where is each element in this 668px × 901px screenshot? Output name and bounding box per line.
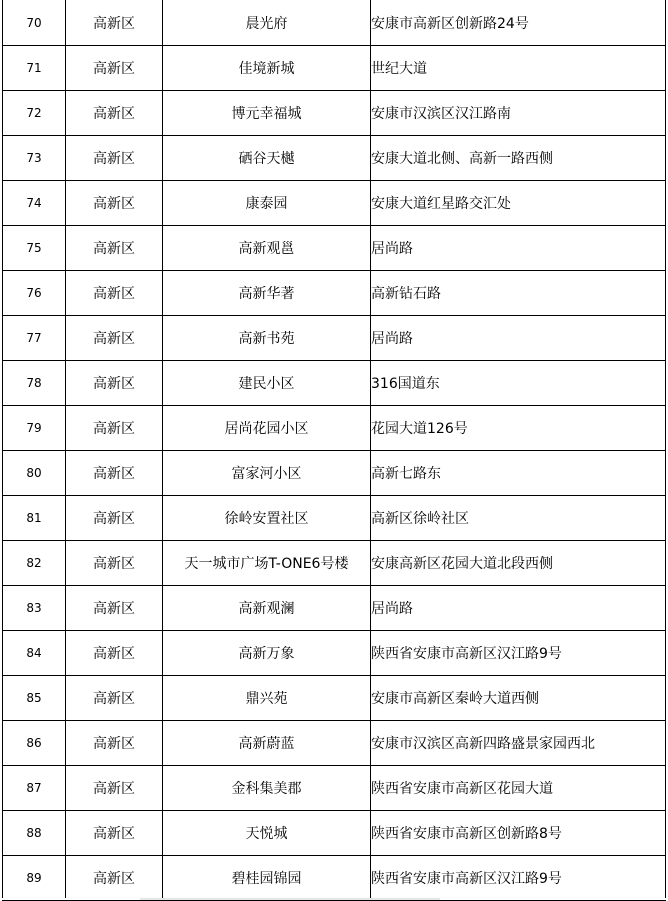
community-name-cell: 博元幸福城 — [163, 91, 371, 136]
community-name-cell: 高新万象 — [163, 631, 371, 676]
community-name-cell: 高新华著 — [163, 271, 371, 316]
table-row — [3, 766, 666, 811]
row-number-cell: 71 — [3, 46, 66, 91]
community-name-cell: 高新书苑 — [163, 316, 371, 361]
community-name-cell: 富家河小区 — [163, 451, 371, 496]
table-row — [3, 136, 666, 181]
address-cell: 安康市高新区创新路24号 — [371, 0, 666, 46]
community-name-cell: 高新观邕 — [163, 226, 371, 271]
district-cell: 高新区 — [66, 541, 163, 586]
community-name-cell: 硒谷天樾 — [163, 136, 371, 181]
row-number-cell: 81 — [3, 496, 66, 541]
table-row — [3, 361, 666, 406]
table-row — [3, 856, 666, 901]
address-cell: 安康高新区花园大道北段西侧 — [371, 541, 666, 586]
district-cell: 高新区 — [66, 406, 163, 451]
district-cell: 高新区 — [66, 451, 163, 496]
address-cell: 安康市汉滨区高新四路盛景家园西北 — [371, 721, 666, 766]
table-body — [3, 0, 666, 901]
row-number-cell: 88 — [3, 811, 66, 856]
table-row — [3, 631, 666, 676]
table-row — [3, 496, 666, 541]
residential-list-table — [2, 0, 666, 901]
row-number-cell: 77 — [3, 316, 66, 361]
address-cell: 高新七路东 — [371, 451, 666, 496]
district-cell: 高新区 — [66, 226, 163, 271]
district-cell: 高新区 — [66, 631, 163, 676]
table-row — [3, 316, 666, 361]
community-name-cell: 高新蔚蓝 — [163, 721, 371, 766]
district-cell: 高新区 — [66, 811, 163, 856]
row-number-cell: 85 — [3, 676, 66, 721]
row-number-cell: 76 — [3, 271, 66, 316]
community-name-cell: 居尚花园小区 — [163, 406, 371, 451]
table-row — [3, 676, 666, 721]
table-row — [3, 721, 666, 766]
district-cell: 高新区 — [66, 46, 163, 91]
community-name-cell: 碧桂园锦园 — [163, 856, 371, 901]
address-cell: 居尚路 — [371, 316, 666, 361]
row-number-cell: 74 — [3, 181, 66, 226]
table-row — [3, 181, 666, 226]
row-number-cell: 73 — [3, 136, 66, 181]
table-row — [3, 451, 666, 496]
address-cell: 陕西省安康市高新区汉江路9号 — [371, 856, 666, 901]
community-name-cell: 天一城市广场T-ONE6号楼 — [163, 541, 371, 586]
district-cell: 高新区 — [66, 136, 163, 181]
row-number-cell: 75 — [3, 226, 66, 271]
table-row — [3, 271, 666, 316]
row-number-cell: 79 — [3, 406, 66, 451]
address-cell: 世纪大道 — [371, 46, 666, 91]
community-name-cell: 金科集美郡 — [163, 766, 371, 811]
table-row — [3, 586, 666, 631]
address-cell: 安康大道红星路交汇处 — [371, 181, 666, 226]
district-cell: 高新区 — [66, 676, 163, 721]
row-number-cell: 83 — [3, 586, 66, 631]
row-number-cell: 70 — [3, 0, 66, 46]
community-name-cell: 建民小区 — [163, 361, 371, 406]
district-cell: 高新区 — [66, 0, 163, 46]
district-cell: 高新区 — [66, 856, 163, 901]
table-row — [3, 46, 666, 91]
row-number-cell: 72 — [3, 91, 66, 136]
district-cell: 高新区 — [66, 496, 163, 541]
address-cell: 居尚路 — [371, 226, 666, 271]
address-cell: 高新钻石路 — [371, 271, 666, 316]
community-name-cell: 佳境新城 — [163, 46, 371, 91]
address-cell: 居尚路 — [371, 586, 666, 631]
table-row — [3, 406, 666, 451]
district-cell: 高新区 — [66, 316, 163, 361]
district-cell: 高新区 — [66, 91, 163, 136]
row-number-cell: 84 — [3, 631, 66, 676]
address-cell: 安康市高新区秦岭大道西侧 — [371, 676, 666, 721]
address-cell: 高新区徐岭社区 — [371, 496, 666, 541]
district-cell: 高新区 — [66, 271, 163, 316]
address-cell: 316国道东 — [371, 361, 666, 406]
row-number-cell: 86 — [3, 721, 66, 766]
district-cell: 高新区 — [66, 181, 163, 226]
community-name-cell: 高新观澜 — [163, 586, 371, 631]
row-number-cell: 82 — [3, 541, 66, 586]
district-cell: 高新区 — [66, 361, 163, 406]
address-cell: 陕西省安康市高新区花园大道 — [371, 766, 666, 811]
district-cell: 高新区 — [66, 586, 163, 631]
row-number-cell: 89 — [3, 856, 66, 901]
community-name-cell: 鼎兴苑 — [163, 676, 371, 721]
table-row — [3, 91, 666, 136]
table-row — [3, 811, 666, 856]
table-row — [3, 541, 666, 586]
address-cell: 陕西省安康市高新区创新路8号 — [371, 811, 666, 856]
community-name-cell: 徐岭安置社区 — [163, 496, 371, 541]
address-cell: 陕西省安康市高新区汉江路9号 — [371, 631, 666, 676]
community-name-cell: 晨光府 — [163, 0, 371, 46]
table-row — [3, 0, 666, 46]
address-cell: 安康市汉滨区汉江路南 — [371, 91, 666, 136]
community-name-cell: 康泰园 — [163, 181, 371, 226]
address-cell: 花园大道126号 — [371, 406, 666, 451]
community-name-cell: 天悦城 — [163, 811, 371, 856]
address-cell: 安康大道北侧、高新一路西侧 — [371, 136, 666, 181]
row-number-cell: 78 — [3, 361, 66, 406]
district-cell: 高新区 — [66, 766, 163, 811]
district-cell: 高新区 — [66, 721, 163, 766]
row-number-cell: 87 — [3, 766, 66, 811]
row-number-cell: 80 — [3, 451, 66, 496]
table-row — [3, 226, 666, 271]
